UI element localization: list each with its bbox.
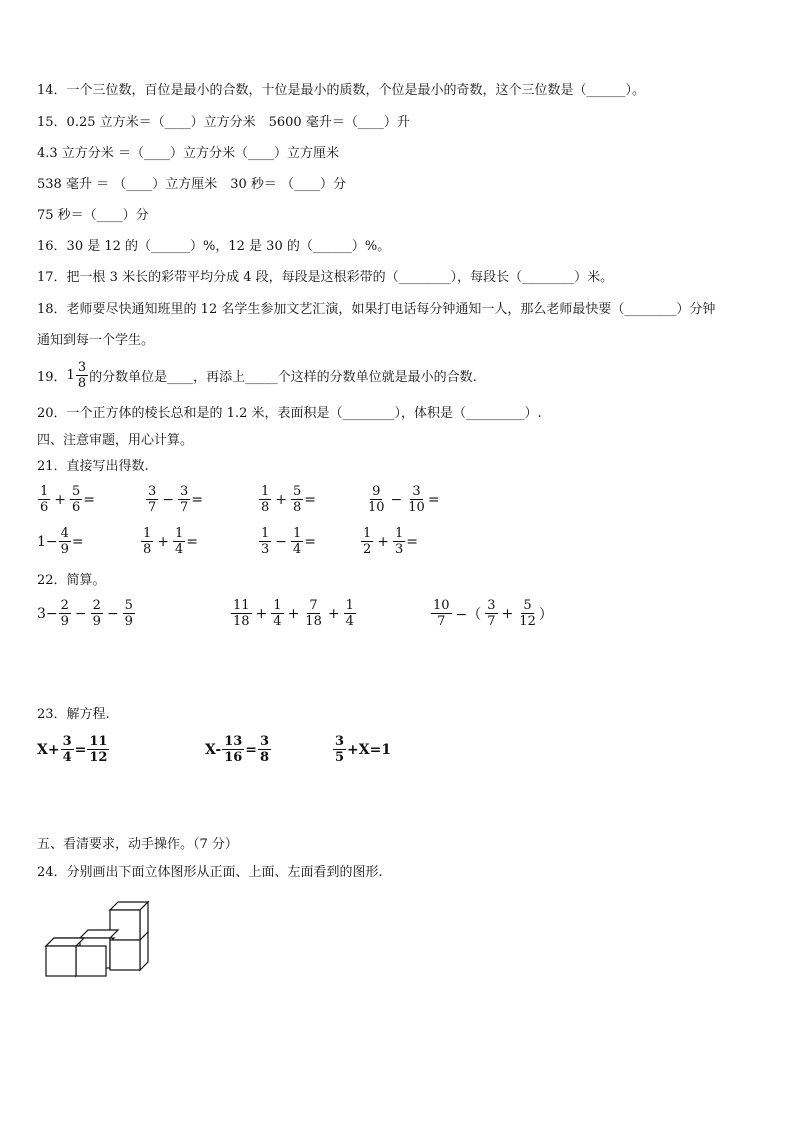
equals-sign: = bbox=[74, 741, 87, 758]
fraction-numerator: 1 bbox=[293, 526, 302, 541]
fraction-denominator: 8 bbox=[293, 500, 302, 515]
q22-expression-2 bbox=[230, 598, 357, 629]
question-19-number: 19． bbox=[37, 370, 67, 385]
equals-sign: = bbox=[427, 491, 440, 508]
fraction bbox=[366, 484, 387, 515]
question-20: 20．一个正方体的棱长总和是的 1.2 米，表面积是（________），体积是（_________）. bbox=[37, 406, 542, 421]
q21-expression bbox=[258, 526, 316, 557]
fraction-numerator: 1 bbox=[273, 598, 282, 613]
question-23-title: 23．解方程. bbox=[37, 707, 110, 722]
fraction bbox=[87, 734, 109, 765]
fraction-numerator: 3 bbox=[260, 734, 270, 749]
fraction-denominator: 10 bbox=[408, 500, 425, 515]
fraction bbox=[291, 526, 303, 557]
fraction-numerator: 1 bbox=[175, 526, 184, 541]
fraction bbox=[344, 598, 356, 629]
fraction-numerator: 10 bbox=[433, 598, 450, 613]
fraction-numerator: 3 bbox=[412, 484, 421, 499]
question-15-line-3: 538 毫升 ＝ （____）立方厘米 30 秒＝ （____）分 bbox=[37, 177, 347, 192]
q23-equation-2 bbox=[205, 734, 272, 765]
section-5-heading: 五、看清要求，动手操作。（7 分） bbox=[37, 837, 238, 852]
fraction-numerator: 11 bbox=[233, 598, 250, 613]
fraction-denominator: 2 bbox=[363, 542, 372, 557]
q23-equation-1 bbox=[37, 734, 110, 765]
question-15-line-1: 15．0.25 立方米＝（____）立方分米 5600 毫升＝（____）升 bbox=[37, 115, 410, 130]
fraction bbox=[393, 526, 405, 557]
q21-expression bbox=[145, 484, 203, 515]
fraction-denominator: 4 bbox=[293, 542, 302, 557]
q21-expression bbox=[365, 484, 440, 515]
equals-sign: = bbox=[186, 533, 199, 550]
fraction bbox=[141, 526, 153, 557]
fraction-denominator: 9 bbox=[124, 614, 133, 629]
fraction-denominator: 6 bbox=[72, 500, 81, 515]
fraction-denominator: 7 bbox=[148, 500, 157, 515]
q22-expression-3 bbox=[430, 598, 553, 629]
fraction-numerator: 5 bbox=[523, 598, 532, 613]
operator: − bbox=[162, 491, 175, 508]
question-18-line-2: 通知到每一个学生。 bbox=[37, 333, 155, 348]
fraction-numerator: 5 bbox=[72, 484, 81, 499]
fraction bbox=[291, 484, 303, 515]
fraction-denominator: 4 bbox=[62, 750, 72, 765]
fraction bbox=[485, 598, 497, 629]
q21-expression bbox=[258, 484, 316, 515]
fraction bbox=[406, 484, 427, 515]
fraction bbox=[303, 598, 324, 629]
fraction-numerator: 1 bbox=[395, 526, 404, 541]
fraction-denominator: 8 bbox=[261, 500, 270, 515]
question-19-whole: 1 bbox=[66, 368, 75, 383]
fraction-numerator: 1 bbox=[40, 484, 49, 499]
fraction bbox=[361, 526, 373, 557]
fraction-numerator: 2 bbox=[92, 598, 101, 613]
fraction-numerator: 3 bbox=[62, 734, 72, 749]
fraction-denominator: 9 bbox=[60, 614, 69, 629]
fraction bbox=[59, 598, 71, 629]
fraction bbox=[146, 484, 158, 515]
question-14: 14．一个三位数，百位是最小的合数，十位是最小的质数，个位是最小的奇数，这个三位数是（______）。 bbox=[37, 83, 646, 98]
fraction-numerator: 3 bbox=[148, 484, 157, 499]
fraction-denominator: 3 bbox=[395, 542, 404, 557]
fraction-denominator: 9 bbox=[60, 542, 69, 557]
fraction-numerator: 11 bbox=[89, 734, 108, 749]
cube-figure bbox=[38, 896, 198, 996]
fraction-numerator: 3 bbox=[487, 598, 496, 613]
fraction-denominator: 18 bbox=[305, 614, 322, 629]
equals-sign: = bbox=[83, 491, 96, 508]
operator: + bbox=[255, 605, 268, 622]
fraction-numerator: 5 bbox=[124, 598, 133, 613]
fraction-numerator: 9 bbox=[372, 484, 381, 499]
expression-lead: 1− bbox=[37, 533, 58, 550]
fraction-numerator: 3 bbox=[335, 734, 345, 749]
fraction-numerator: 1 bbox=[345, 598, 354, 613]
equals-sign: = bbox=[406, 533, 419, 550]
fraction-denominator: 7 bbox=[487, 614, 496, 629]
operator: + bbox=[275, 491, 288, 508]
question-24: 24．分别画出下面立体图形从正面、上面、左面看到的图形. bbox=[37, 865, 383, 880]
expression-lead: 3− bbox=[37, 605, 58, 622]
fraction bbox=[231, 598, 252, 629]
fraction bbox=[59, 526, 71, 557]
fraction bbox=[61, 734, 74, 765]
fraction-denominator: 4 bbox=[175, 542, 184, 557]
fraction-denominator: 8 bbox=[143, 542, 152, 557]
fraction-denominator: 4 bbox=[273, 614, 282, 629]
fraction-denominator: 8 bbox=[77, 376, 87, 391]
question-19-text: 的分数单位是____，再添上_____个这样的分数单位就是最小的合数. bbox=[89, 370, 477, 385]
fraction bbox=[271, 598, 283, 629]
question-19-fraction bbox=[76, 360, 88, 391]
question-16: 16．30 是 12 的（______）%，12 是 30 的（______）%。 bbox=[37, 239, 391, 254]
fraction-denominator: 12 bbox=[519, 614, 536, 629]
section-4-heading: 四、注意审题，用心计算。 bbox=[37, 433, 194, 448]
q22-expression-1 bbox=[37, 598, 136, 629]
cube-front-face bbox=[110, 910, 140, 940]
fraction-numerator: 4 bbox=[60, 526, 69, 541]
equation-tail: +X=1 bbox=[347, 741, 392, 758]
fraction-denominator: 9 bbox=[92, 614, 101, 629]
fraction-denominator: 12 bbox=[89, 750, 108, 765]
q21-expression bbox=[37, 484, 95, 515]
operator: − bbox=[106, 605, 119, 622]
question-21-title: 21．直接写出得数. bbox=[37, 459, 149, 474]
fraction bbox=[91, 598, 103, 629]
fraction bbox=[38, 484, 50, 515]
fraction-denominator: 10 bbox=[368, 500, 385, 515]
fraction-numerator: 7 bbox=[309, 598, 318, 613]
question-15-line-4: 75 秒＝（____）分 bbox=[37, 208, 149, 223]
operator: − bbox=[275, 533, 288, 550]
fraction-numerator: 1 bbox=[261, 526, 270, 541]
operator: + bbox=[501, 605, 514, 622]
fraction-denominator: 18 bbox=[233, 614, 250, 629]
fraction bbox=[431, 598, 452, 629]
q21-expression bbox=[37, 526, 84, 557]
fraction bbox=[517, 598, 538, 629]
fraction bbox=[123, 598, 135, 629]
fraction bbox=[173, 526, 185, 557]
equals-sign: = bbox=[304, 491, 317, 508]
fraction-numerator: 5 bbox=[293, 484, 302, 499]
equals-sign: = bbox=[245, 741, 258, 758]
operator: + bbox=[54, 491, 67, 508]
fraction bbox=[222, 734, 244, 765]
fraction-denominator: 5 bbox=[335, 750, 345, 765]
fraction bbox=[70, 484, 82, 515]
question-17: 17．把一根 3 米长的彩带平均分成 4 段，每段是这根彩带的（________），每段长（________）米。 bbox=[37, 270, 614, 285]
fraction bbox=[258, 734, 271, 765]
equals-sign: = bbox=[191, 491, 204, 508]
equation-lead: X+ bbox=[37, 741, 60, 758]
q21-expression bbox=[140, 526, 198, 557]
equals-sign: = bbox=[304, 533, 317, 550]
fraction-denominator: 7 bbox=[437, 614, 446, 629]
operator: + bbox=[287, 605, 300, 622]
equals-sign: = bbox=[71, 533, 84, 550]
fraction-numerator: 1 bbox=[363, 526, 372, 541]
q21-expression bbox=[360, 526, 418, 557]
fraction-numerator: 1 bbox=[261, 484, 270, 499]
question-22-title: 22．简算。 bbox=[37, 573, 106, 588]
fraction-denominator: 7 bbox=[180, 500, 189, 515]
operator: + bbox=[377, 533, 390, 550]
question-15-line-2: 4.3 立方分米 ＝（____）立方分米（____）立方厘米 bbox=[37, 146, 339, 161]
close-paren: ） bbox=[538, 606, 553, 623]
fraction-numerator: 2 bbox=[60, 598, 69, 613]
fraction bbox=[259, 484, 271, 515]
operator: −（ bbox=[455, 606, 482, 623]
operator: − bbox=[390, 491, 403, 508]
question-18-line-1: 18．老师要尽快通知班里的 12 名学生参加文艺汇演，如果打电话每分钟通知一人，那么老师最快要（________）分钟 bbox=[37, 302, 716, 317]
operator: − bbox=[74, 605, 87, 622]
equation-lead: X- bbox=[205, 741, 222, 758]
fraction-denominator: 6 bbox=[40, 500, 49, 515]
fraction-numerator: 1 bbox=[143, 526, 152, 541]
operator: + bbox=[327, 605, 340, 622]
q23-equation-3 bbox=[332, 734, 391, 765]
fraction-denominator: 16 bbox=[224, 750, 243, 765]
fraction-denominator: 4 bbox=[345, 614, 354, 629]
fraction bbox=[178, 484, 190, 515]
operator: + bbox=[157, 533, 170, 550]
fraction-denominator: 3 bbox=[261, 542, 270, 557]
fraction-numerator: 13 bbox=[224, 734, 243, 749]
fraction-numerator: 3 bbox=[77, 360, 87, 375]
fraction bbox=[259, 526, 271, 557]
fraction-numerator: 3 bbox=[180, 484, 189, 499]
question-19 bbox=[37, 360, 477, 391]
fraction-denominator: 8 bbox=[260, 750, 270, 765]
fraction bbox=[333, 734, 346, 765]
